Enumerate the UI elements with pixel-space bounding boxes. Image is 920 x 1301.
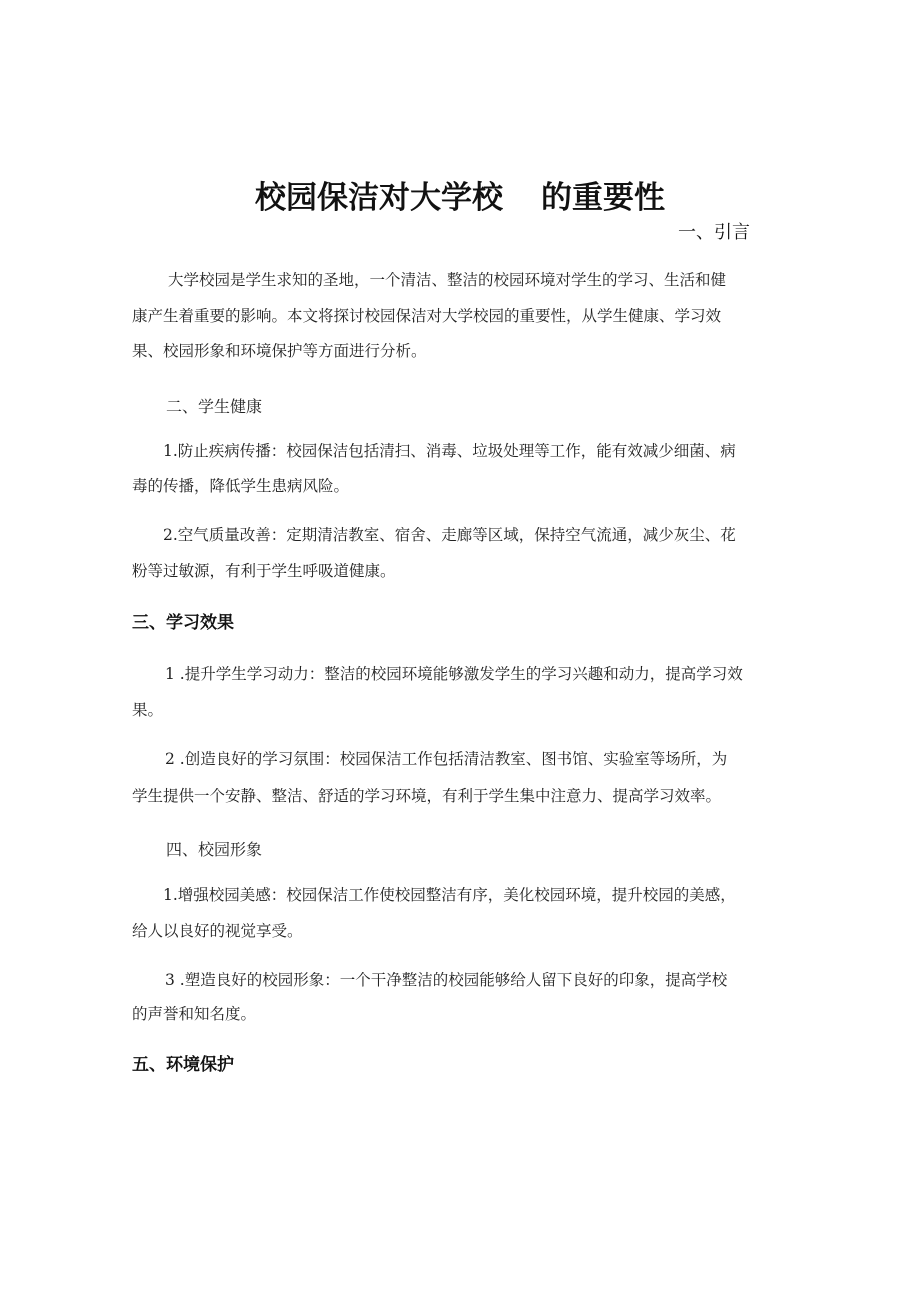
study-p2-line-1: 2 .创造良好的学习氛围：校园保洁工作包括清洁教室、图书馆、实验室等场所，为 [165, 750, 728, 768]
section-heading-image: 四、校园形象 [166, 840, 263, 859]
section-heading-intro: 一、引言 [678, 222, 750, 243]
health-p1-line-1: 1.防止疾病传播：校园保洁包括清扫、消毒、垃圾处理等工作，能有效减少细菌、病 [163, 442, 736, 460]
intro-line-3: 果、校园形象和环境保护等方面进行分析。 [132, 342, 427, 360]
study-p1-line-1: 1 .提升学生学习动力：整洁的校园环境能够激发学生的学习兴趣和动力，提高学习效 [165, 665, 743, 683]
health-p2-line-2: 粉等过敏源，有利于学生呼吸道健康。 [132, 562, 396, 580]
study-p2-line-2: 学生提供一个安静、整洁、舒适的学习环境，有利于学生集中注意力、提高学习效率。 [132, 787, 722, 805]
intro-line-2: 康产生着重要的影响。本文将探讨校园保洁对大学校园的重要性，从学生健康、学习效 [132, 307, 722, 325]
image-p1-line-1: 1.增强校园美感：校园保洁工作使校园整洁有序，美化校园环境，提升校园的美感， [163, 886, 736, 904]
image-p2-line-2: 的声誉和知名度。 [132, 1005, 257, 1023]
title-part-2: 的重要性 [541, 180, 665, 216]
section-heading-study: 三、学习效果 [132, 613, 234, 633]
intro-line-1: 大学校园是学生求知的圣地，一个清洁、整洁的校园环境对学生的学习、生活和健 [168, 271, 727, 289]
image-p2-line-1: 3 .塑造良好的校园形象：一个干净整洁的校园能够给人留下良好的印象，提高学校 [165, 971, 728, 989]
section-heading-environment: 五、环境保护 [132, 1055, 234, 1075]
image-p1-line-2: 给人以良好的视觉享受。 [132, 922, 303, 940]
title-part-1: 校园保洁对大学校 [255, 180, 503, 216]
health-p2-line-1: 2.空气质量改善：定期清洁教室、宿舍、走廊等区域，保持空气流通，减少灰尘、花 [163, 526, 736, 544]
study-p1-line-2: 果。 [132, 701, 164, 719]
document-title [0, 172, 920, 217]
section-heading-health: 二、学生健康 [166, 397, 263, 416]
health-p1-line-2: 毒的传播，降低学生患病风险。 [132, 477, 350, 495]
